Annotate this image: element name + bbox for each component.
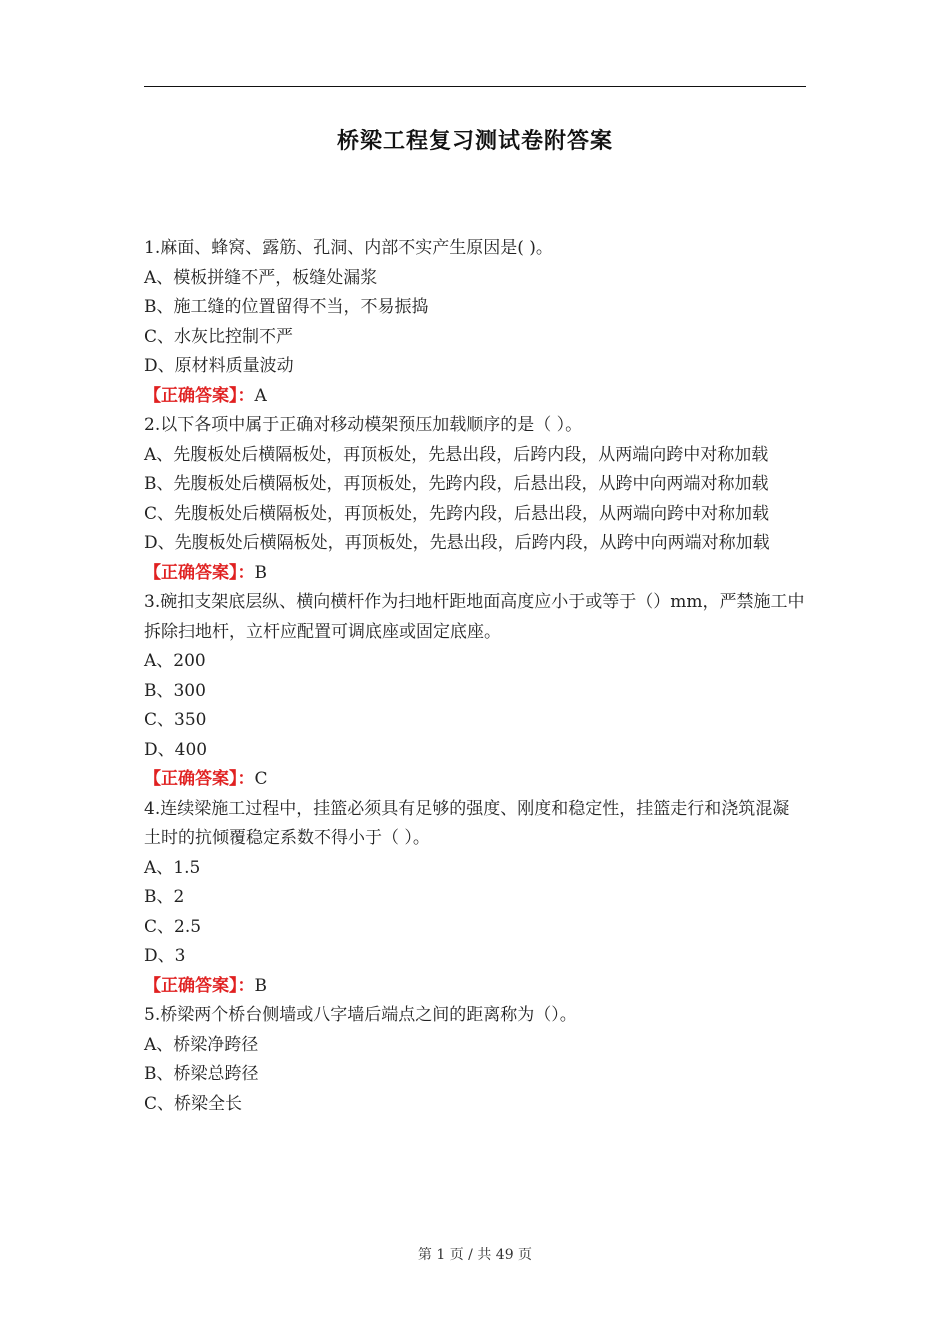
answer-option: B、300: [144, 680, 206, 701]
answer-option: D、先腹板处后横隔板处，再顶板处，先悬出段，后跨内段，从跨中向两端对称加载: [144, 533, 770, 553]
correct-answer-label: 【正确答案】：: [144, 975, 255, 996]
correct-answer-value: A: [254, 385, 267, 406]
answer-option: C、水灰比控制不严: [144, 326, 294, 347]
correct-answer-label: 【正确答案】：: [144, 562, 255, 583]
answer-option: A、模板拼缝不严，板缝处漏浆: [144, 267, 378, 288]
question-stem: 1.麻面、蜂窝、露筋、孔洞、内部不实产生原因是( )。: [144, 238, 553, 258]
answer-option: A、桥梁净跨径: [144, 1034, 259, 1055]
correct-answer-value: C: [254, 769, 268, 789]
answer-option: B、桥梁总跨径: [144, 1064, 259, 1084]
correct-answer-value: B: [254, 562, 267, 583]
question-stem: 5.桥梁两个桥台侧墙或八字墙后端点之间的距离称为（）。: [144, 1005, 577, 1025]
question-stem: 2.以下各项中属于正确对移动模架预压加载顺序的是（ ）。: [144, 415, 583, 435]
answer-option: C、2.5: [144, 916, 202, 937]
answer-option: B、先腹板处后横隔板处，再顶板处，先跨内段，后悬出段，从跨中向两端对称加载: [144, 474, 769, 494]
correct-answer: [144, 559, 806, 589]
document-title: 桥梁工程复习测试卷附答案: [336, 128, 613, 154]
question-stem: 3.碗扣支架底层纵、横向横杆作为扫地杆距地面高度应小于或等于（）mm，严禁施工中拆除扫地杆，立杆应配置可调底座或固定底座。: [144, 592, 805, 642]
answer-option: C、桥梁全长: [144, 1093, 243, 1114]
answer-option: C、350: [144, 710, 207, 730]
correct-answer: [144, 972, 806, 1002]
answer-option: A、200: [144, 651, 206, 671]
answer-option: D、3: [144, 946, 186, 966]
correct-answer-value: B: [254, 975, 267, 996]
answer-option: A、先腹板处后横隔板处，再顶板处，先悬出段，后跨内段，从两端向跨中对称加载: [144, 444, 769, 465]
correct-answer-label: 【正确答案】：: [144, 769, 255, 789]
question-list: [144, 234, 806, 1119]
answer-option: B、施工缝的位置留得不当，不易振捣: [144, 297, 429, 317]
answer-option: D、原材料质量波动: [144, 356, 294, 376]
correct-answer: [144, 765, 806, 795]
answer-option: A、1.5: [144, 857, 201, 878]
page-footer: 第 1 页 / 共 49 页: [417, 1247, 533, 1263]
correct-answer: [144, 382, 806, 412]
answer-option: D、400: [144, 739, 208, 760]
question-stem: 4.连续梁施工过程中，挂篮必须具有足够的强度、刚度和稳定性，挂篮走行和浇筑混凝土时的抗倾覆稳定系数不得小于（ ）。: [144, 798, 790, 848]
header-rule: [144, 86, 806, 87]
answer-option: C、先腹板处后横隔板处，再顶板处，先跨内段，后悬出段，从两端向跨中对称加载: [144, 503, 770, 524]
answer-option: B、2: [144, 887, 185, 907]
correct-answer-label: 【正确答案】：: [144, 385, 255, 406]
